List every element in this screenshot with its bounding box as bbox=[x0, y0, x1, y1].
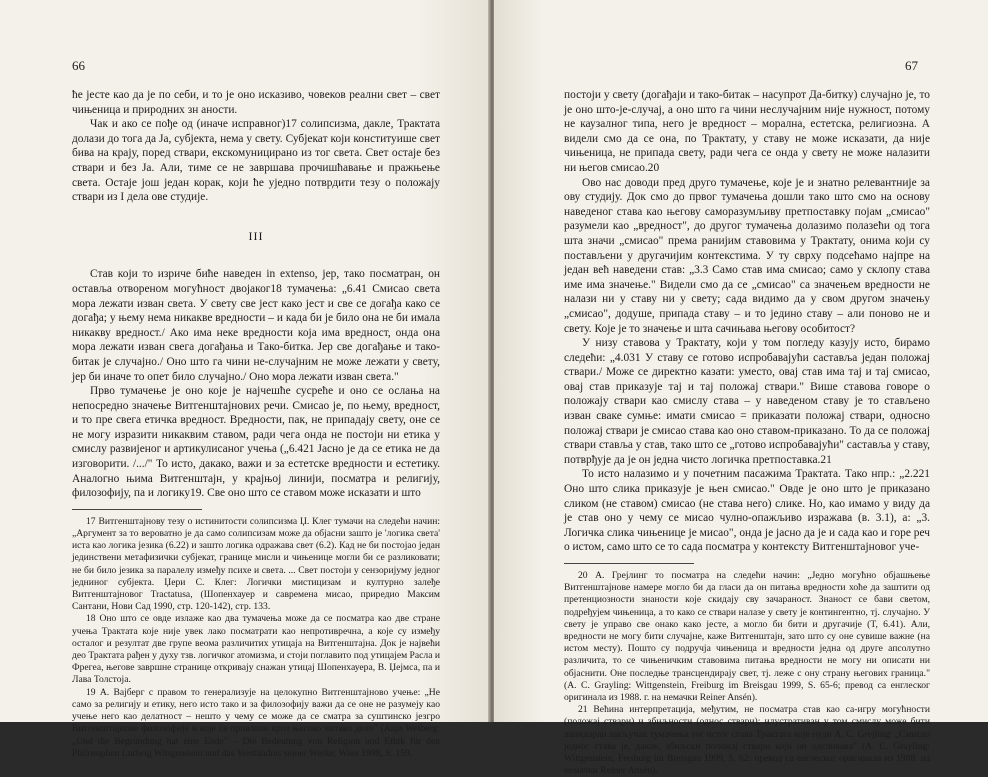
footnote-18: 18 Оно што се овде излаже као два тумачења може да се посматра као две стране учења Трактата које није увек лако посматрати као непротивречна, а које су између осталог и резултат две групе веома различитих утицаја на Витгенштајна. Док је највећи део Трактата рађен у духу тзв. логичког атомизма, и стоји поглавито под утицајем Расла и Фрегеа, његове завршне странице откривају снажан утицај Шопенхауера, В. Џејмса, па и Лава Толстоја. bbox=[72, 613, 440, 686]
right-page-body bbox=[564, 88, 930, 777]
footnote-19: 19 А. Вајберг с правом то генерализује на целокупно Витгенштајново учење: „Не само за религију и етику, него исто тако и за филозофију важи да се оне не разумеју као учење него као делатност – нешто у чему се може да се сматра за суштинско језгро Витгенштајнове филозофије и које се провлачи кроз његово читаво дело" (Anja Weiberg: „Und die Begründung hat eine Ende" – Die Bedeutung von Religion und Ethik für den Philosophen Ludwig Wittgenstein und das Verständnis seiner Werke, Wien 1998, S. 159. bbox=[72, 686, 440, 759]
left-page bbox=[0, 0, 490, 759]
paragraph: ће јесте као да је по себи, и то је оно исказиво, човеков реални свет – свет чињеница и природних зн аности. bbox=[72, 89, 440, 116]
page-number: 66 bbox=[72, 58, 85, 73]
footnote-rule bbox=[564, 563, 694, 564]
footnote-rule bbox=[72, 509, 202, 510]
paragraph: Ово нас доводи пред друго тумачење, које је и знатно релевантније за ову студију. Док смо до првог тумачења дошли тако што смо на основу наведеног става као његову саморазумљиву претпоставку појам „смисао" разумели као „вредност", до другог тумачења долазимо полазећи од тога шта значи „смисао" према ранијим ставовима у Трактату, онима који су постављени у другачијим контекстима. У ту сврху подсећамо најпре на један већ наведени став: „3.3 Само став има смисао; само у склопу става име има значење." Видели смо да се „смисао" са значењем вредности не налази ни у ставу ни у свету; сада видимо да у свом другом значењу „смисао", додуше, припада ставу – и то једино ставу – али поново не и свету. Које је то значење и шта сачињава његову особитост? bbox=[564, 176, 930, 335]
footnote-21: 21 Већина интерпретација, међутим, не посматра став као са-игру могућности (положај ствари) и збиљности (однос ствари); илустративан у том смислу може бити лапидаран закључак тумачења тог истог става Трактата које нуди А. C. Grejling: „Смисао једног става је, дакле, збиљски положај ствари који он одсликава" (A. C. Grayling: Wittgenstein, Freiburg im Breisgau 1999, S. 62; превод са енглеског оригинала из 1988. на немачки Reiner Ansén). bbox=[564, 704, 930, 777]
paragraph: То исто налазимо и у почетним пасажима Трактата. Тако нпр.: „2.221 Оно што слика приказује је њен смисао." Овде је оно што је приказано сликом (не ставом) смисао (не става него) слике. Но, као имамо у виду да је став оно у чему се мисао чулно-опажљиво изражава (в. 3.1), а: „3. Логичка слика чињенице је мисао", онда је јасно да је и сада као и горе реч о истом, само што се то сада посматра у контексту Витгенштајновог уче- bbox=[564, 468, 930, 554]
section-heading: III bbox=[248, 228, 264, 243]
paragraph: Став који то изриче биће наведен in extenso, јер, тако посматран, он оставља отвореном могућност двојаког18 тумачења: „6.41 Смисао света мора лежати изван света. У свету све јест како јест и све се догађа како се догађа; у њему нема никакве вредности – и када би је било она не би имала никакву вредност./ Ако има неке вредности која има вредност, онда она мора лежати изван свега догађања и Тако-битка. Јер све догађање и тако-битак је случајно./ Оно што га чини не-случајним не може лежати у свету, јер би иначе то опет било случајно./ Оно мора лежати изван света." bbox=[72, 268, 440, 383]
footnotes bbox=[564, 570, 930, 777]
left-page-body bbox=[72, 88, 440, 760]
footnotes bbox=[72, 516, 440, 760]
right-page bbox=[494, 0, 988, 777]
page-number: 67 bbox=[905, 58, 918, 73]
footnote-17: 17 Витгенштајнову тезу о истинитости солипсизма Џ. Клег тумачи на следећи начин: „Аргумент за то вероватно је да само солипсизам може да објасни зашто је 'логика света' иста као логика језика (6.22) и зашто логика одражава свет (6.2). Кад не би постојао један јединствени метафизички субјекат, границе мисли и чињенице могли би се разликовати; не би било језика за паралелу између психе и света. ... Свет постоји у сензоријуму једног једниног субјекта. Џери С. Клег: Логички мистицизам и културно залеђе Витгенштајновог Tractatusа, (Шопенхауер и савремена мисао, приредио Максим Сантани, Нови Сад 1990, стр. 120-142), стр. 133. bbox=[72, 515, 440, 613]
paragraph: Чак и ако се пође од (иначе исправног)17 солипсизма, дакле, Трактата долази до тога да Ја, субјекта, нема у свету. Субјекат који конституише свет бива на крају, поред ствари, екскомуницирано из тог света. Свет остаје без ствари и без Ја. Али, тиме се не завршава прочишћавање и пражњење света. Остаје још један корак, који ће уједно потврдити тезу о положају ствари из I дела ове студије. bbox=[72, 118, 440, 204]
paragraph: Прво тумачење је оно које је најчешће сусреће и оно се ослања на непосредно значење Витгенштајнових речи. Смисао је, по њему, вредност, и то пре свега етичка вредност. Вредности, пак, не припадају свету, оне се не могу изразити никаквим ставом, ради чега онда не постоји ни етика у смислу развијеног и артикулисаног учења („6.421 Јасно је да се етика не да изговорити. /.../" То исто, дакако, важи и за естетске вредности и естетику. Аналогно њима Витгенштајн, у крајњој линији, посматра и религију, филозофију, па и логику19. Све оно што се ставом може исказати и што bbox=[72, 385, 440, 500]
paragraph: У низу ставова у Трактату, који у том погледу казују исто, бирамо следећи: „4.031 У ставу се готово испробавајући саставља један положај ствари./ Може се директно казати: уместо, овај став има тај и тај смисао, овај став приказује тај и тај положај ствари." Више ставова говоре о положају ствари као смислу става – у наведеном ставу је то стављено изван сваке сумње: имати смисао = приказати положај ствари, односно положај ствари је смисао става као оно ставом-приказано. То да се положај ствари ставља у став, тако што се „готово испробавајући" саставља у ставу, потврђује да је он једна чисто логичка претпоставка.21 bbox=[564, 337, 930, 466]
paragraph: постоји у свету (догађаји и тако-битак – насупрот Да-битку) случајно је, то је оно што-је-случај, а оно што га чини неслучајним није нужност, потому не каузалног типа, него је вредност – морална, естетска, религиозна. А видели смо да се она, по Трактату, у ставу не може исказати, да није чињеница, не припада свету, ради чега се онда у свету не може налазити ни његов смисао.20 bbox=[564, 89, 930, 174]
footnote-20: 20 А. Грејлинг то посматра на следећи начин: „Једно могућно објашњење Витгенштајнове намере могло би да гласи да он питања вредности хоће да заштити од претенциозности знаности које скидају сву зачараност. Знаност се бави светом, подређујем чињеница, а то како се ствари налазе у свету је контингентно, тј. случајно. У свету је управо све онако како јесте, а могло би бити и другачије (T, 6.41). Али, вредности не могу бити случајне, каже Витгенштајн, зато што су оне сувише важне (на истом месту). Пошто су подручја чињеница и вредности једна од друге апсолутно различита, то се чињеничким ставовима питања вредности не могу ни описати ни објаснити. Оне последње трансцендирају свет, тј. леже с ону страну његових граница." (A. C. Grayling: Wittgenstein, Freiburg im Breisgau 1999, S. 65-6; превод са енглеског оригинала из 1988. г. на немачки Reiner Ansén). bbox=[564, 570, 930, 704]
